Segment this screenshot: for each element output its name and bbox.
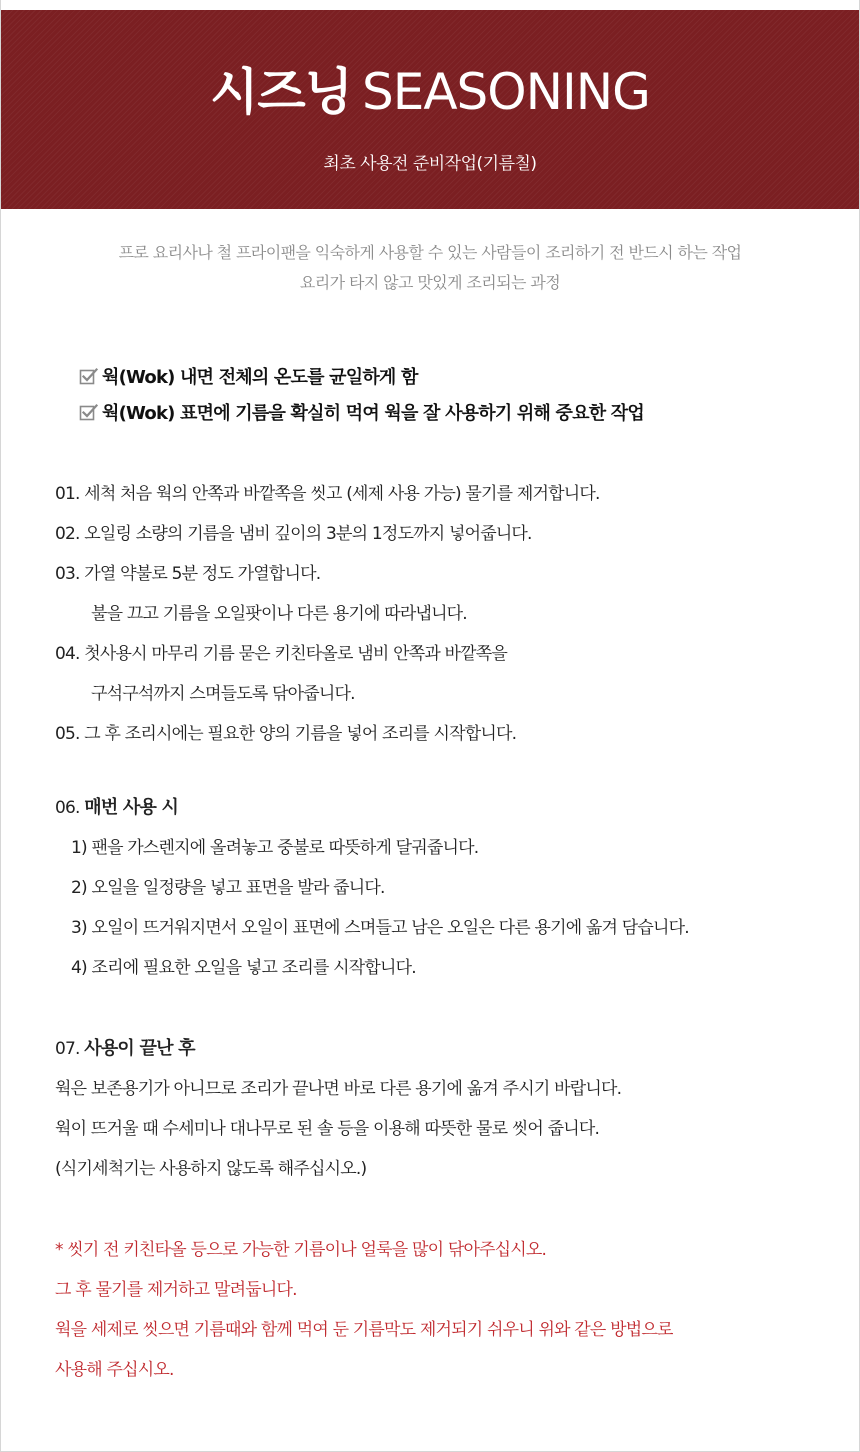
step-text: 불을 끄고 기름을 오일팟이나 다른 용기에 따라냅니다. — [91, 604, 467, 624]
step-item — [55, 554, 600, 594]
sub-item: 4) 조리에 필요한 오일을 넣고 조리를 시작합니다. — [71, 958, 416, 978]
check-item-text: 웍(Wok) 내면 전체의 온도를 균일하게 함 — [102, 367, 418, 388]
step-item — [55, 634, 600, 674]
warning-line: 그 후 물기를 제거하고 말려둡니다. — [55, 1280, 297, 1300]
section-line: 웍이 뜨거울 때 수세미나 대나무로 된 솔 등을 이용해 따뜻한 물로 씻어 줍니다. — [55, 1119, 600, 1139]
step-text: 세척 처음 웍의 안쪽과 바깥쪽을 씻고 (세제 사용 가능) 물기를 제거합니다. — [84, 484, 600, 504]
step-number: 01. — [55, 484, 80, 504]
step-text: 가열 약불로 5분 정도 가열합니다. — [84, 564, 321, 584]
section-number: 07. — [55, 1039, 80, 1059]
section-after-use — [55, 1029, 621, 1189]
section-heading — [55, 788, 689, 828]
step-list — [55, 474, 600, 754]
sub-item: 2) 오일을 일정량을 넣고 표면을 발라 줍니다. — [71, 878, 385, 898]
section-number: 06. — [55, 798, 80, 818]
step-text: 그 후 조리시에는 필요한 양의 기름을 넣어 조리를 시작합니다. — [84, 724, 517, 744]
warning-note — [55, 1230, 673, 1390]
check-list — [79, 358, 644, 430]
warning-line: 웍을 세제로 씻으면 기름때와 함께 먹여 둔 기름막도 제거되기 쉬우니 위와 같은 방법으로 — [55, 1320, 673, 1340]
step-number: 05. — [55, 724, 80, 744]
step-text: 구석구석까지 스며들도록 닦아줍니다. — [91, 684, 355, 704]
warning-line: * 씻기 전 키친타올 등으로 가능한 기름이나 얼룩을 많이 닦아주십시오. — [55, 1240, 547, 1260]
sub-item: 3) 오일이 뜨거워지면서 오일이 표면에 스며들고 남은 오일은 다른 용기에 옮겨 담습니다. — [71, 918, 689, 938]
checkbox-checked-icon — [79, 403, 98, 422]
warning-line: 사용해 주십시오. — [55, 1360, 174, 1380]
step-number: 04. — [55, 644, 80, 664]
banner-title-korean: 시즈닝 — [210, 63, 352, 121]
step-number: 03. — [55, 564, 80, 584]
banner-title — [1, 62, 859, 122]
step-text: 첫사용시 마무리 기름 묻은 키친타올로 냄비 안쪽과 바깥쪽을 — [84, 644, 508, 664]
banner-subtitle: 최초 사용전 준비작업(기름칠) — [323, 154, 537, 174]
step-text: 오일링 소량의 기름을 냄비 깊이의 3분의 1정도까지 넣어줍니다. — [84, 524, 532, 544]
step-continuation — [55, 674, 600, 714]
section-line: (식기세척기는 사용하지 않도록 해주십시오.) — [55, 1159, 367, 1179]
section-title: 사용이 끝난 후 — [84, 1038, 195, 1059]
section-title: 매번 사용 시 — [84, 797, 179, 818]
section-line: 웍은 보존용기가 아니므로 조리가 끝나면 바로 다른 용기에 옮겨 주시기 바랍니다. — [55, 1079, 622, 1099]
intro-line: 프로 요리사나 철 프라이팬을 익숙하게 사용할 수 있는 사람들이 조리하기 전 반드시 하는 작업 — [118, 243, 742, 262]
step-continuation — [55, 594, 600, 634]
checkbox-checked-icon — [79, 367, 98, 386]
intro-line: 요리가 타지 않고 맛있게 조리되는 과정 — [299, 273, 561, 292]
check-item — [79, 358, 644, 394]
banner-title-english: SEASONING — [361, 63, 650, 121]
section-every-use — [55, 788, 689, 988]
intro-text — [1, 238, 859, 298]
step-item — [55, 514, 600, 554]
header-banner — [1, 10, 859, 209]
check-item-text: 웍(Wok) 표면에 기름을 확실히 먹여 웍을 잘 사용하기 위해 중요한 작업 — [102, 403, 644, 424]
section-heading — [55, 1029, 621, 1069]
step-number: 02. — [55, 524, 80, 544]
step-item — [55, 474, 600, 514]
step-item — [55, 714, 600, 754]
sub-item: 1) 팬을 가스렌지에 올려놓고 중불로 따뜻하게 달궈줍니다. — [71, 838, 479, 858]
check-item — [79, 394, 644, 430]
